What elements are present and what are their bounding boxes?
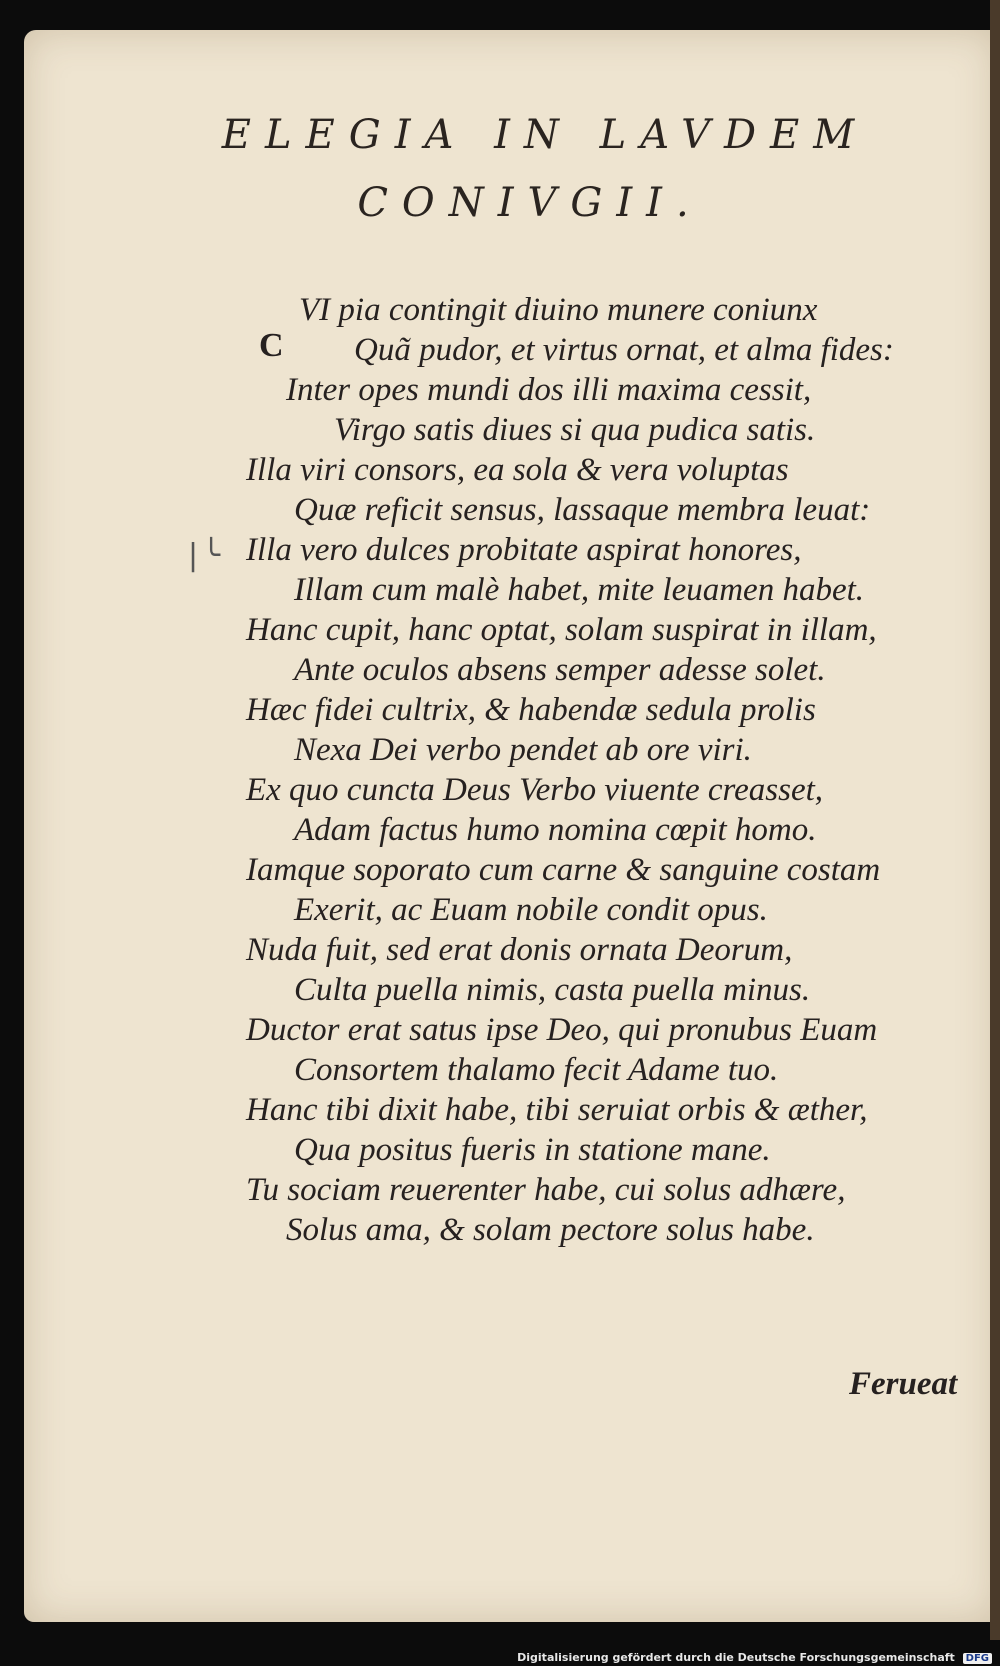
margin-annotation: |╰ bbox=[184, 538, 221, 573]
verse-line: Exerit, ac Euam nobile condit opus. bbox=[294, 892, 768, 928]
title-line-1: ELEGIA IN LAVDEM bbox=[221, 112, 869, 158]
verse-line: Illam cum malè habet, mite leuamen habet. bbox=[294, 572, 865, 608]
verse-line: Quæ reficit sensus, lassaque membra leuat: bbox=[294, 492, 871, 528]
verse-line: Illa viri consors, ea sola & vera voluptas bbox=[246, 452, 789, 488]
verse-line: Iamque soporato cum carne & sanguine costam bbox=[246, 852, 881, 888]
verse-line: Culta puella nimis, casta puella minus. bbox=[294, 972, 811, 1008]
page-edge bbox=[990, 0, 1000, 1640]
verse-line: Qua positus fueris in statione mane. bbox=[294, 1132, 771, 1168]
footer-text: Digitalisierung gefördert durch die Deutsche Forschungsgemeinschaft bbox=[517, 1651, 955, 1664]
verse-line: Solus ama, & solam pectore solus habe. bbox=[286, 1212, 815, 1248]
digitization-footer bbox=[0, 1651, 992, 1664]
catchword: Ferueat bbox=[849, 1366, 958, 1402]
verse-line: Ex quo cuncta Deus Verbo viuente creasset, bbox=[246, 772, 824, 808]
verse-line: Ductor erat satus ipse Deo, qui pronubus Euam bbox=[246, 1012, 878, 1048]
verse-line: Hanc tibi dixit habe, tibi seruiat orbis & æther, bbox=[246, 1092, 868, 1128]
verse-line: Consortem thalamo fecit Adame tuo. bbox=[294, 1052, 779, 1088]
verse-line: Ante oculos absens semper adesse solet. bbox=[294, 652, 826, 688]
verse-line: Hæc fidei cultrix, & habendæ sedula prolis bbox=[246, 692, 816, 728]
verse-line: Virgo satis diues si qua pudica satis. bbox=[334, 412, 816, 448]
verse-line: Quã pudor, et virtus ornat, et alma fides: bbox=[354, 332, 894, 368]
drop-initial: C bbox=[259, 327, 284, 364]
verse-line: Adam factus humo nomina cœpit homo. bbox=[294, 812, 817, 848]
verse-line: Inter opes mundi dos illi maxima cessit, bbox=[286, 372, 812, 408]
verse-line: Nuda fuit, sed erat donis ornata Deorum, bbox=[246, 932, 793, 968]
verse-line: Illa vero dulces probitate aspirat honores, bbox=[246, 532, 802, 568]
book-page bbox=[24, 30, 996, 1622]
verse-line: Hanc cupit, hanc optat, solam suspirat in illam, bbox=[246, 612, 877, 648]
verse-line: VI pia contingit diuino munere coniunx bbox=[299, 292, 818, 328]
title-line-2: CONIVGII. bbox=[357, 180, 703, 226]
verse-line: Nexa Dei verbo pendet ab ore viri. bbox=[294, 732, 752, 768]
verse-line: Tu sociam reuerenter habe, cui solus adhære, bbox=[246, 1172, 846, 1208]
dfg-logo: DFG bbox=[963, 1653, 992, 1664]
